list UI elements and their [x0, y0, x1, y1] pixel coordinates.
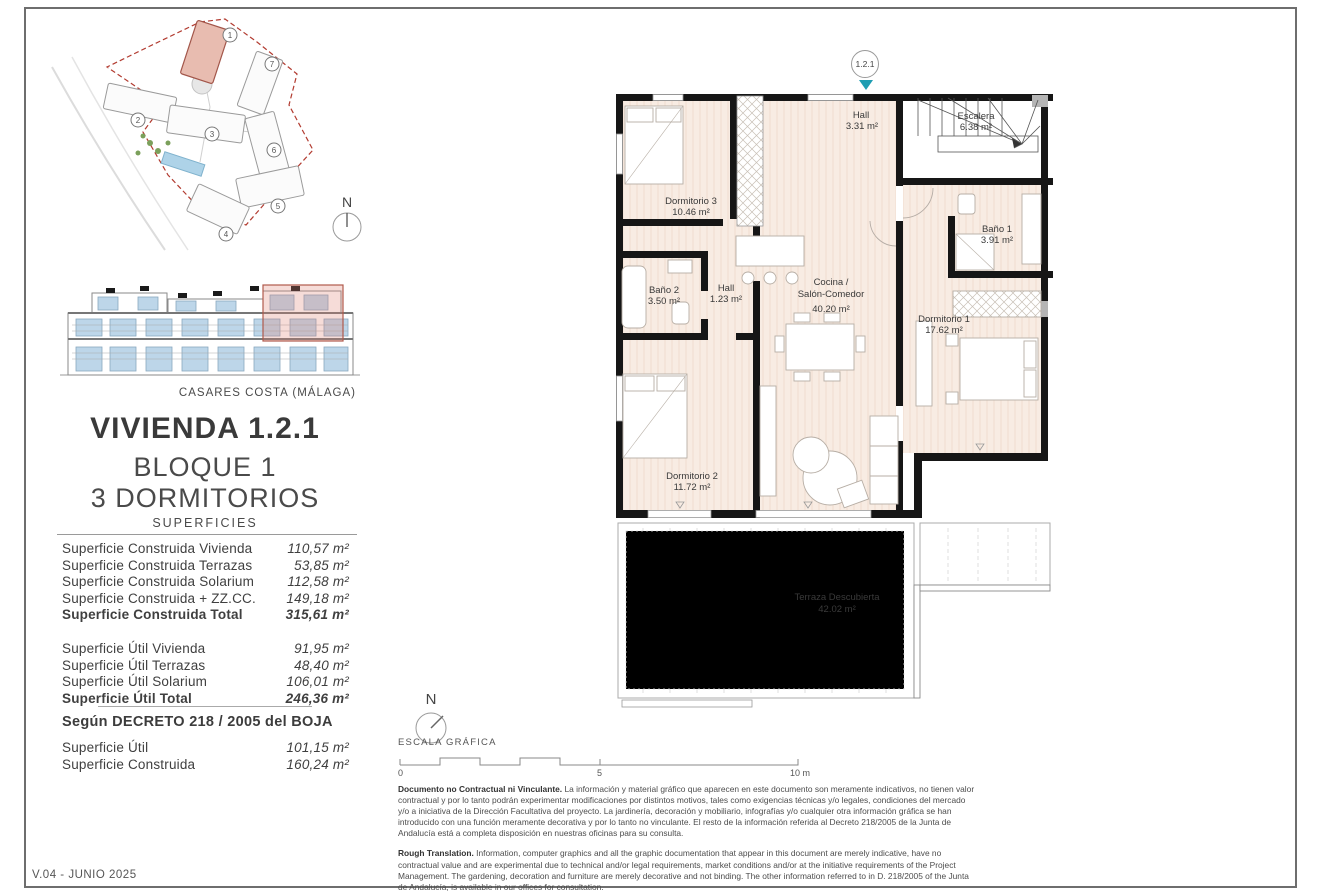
- terrace: [618, 523, 1050, 707]
- room-area: 3.50 m²: [647, 296, 681, 307]
- row-label: Superficie Construida: [62, 756, 196, 772]
- room-name: Dormitorio 1: [918, 314, 970, 325]
- decreto-table: [62, 740, 349, 773]
- table-row: [62, 757, 349, 774]
- table-total-row: [62, 691, 349, 708]
- badge-number: 4: [223, 230, 229, 239]
- row-label: Superficie Útil Vivienda: [62, 641, 206, 656]
- disclaimer-en-body: Information, computer graphics and all the graphic documentation that appear in this document are merely indicative, have no contractual value and are experimental due to technical and/or legal requirements, market conditions and/or at the initiative requirements of the Project Management. The gardening, decoration and furniture are merely decorative and not binding. The other information referred to in D. 218/2005 of the Junta de Andalucía, is available in our offices for consultation.: [398, 848, 969, 892]
- highlighted-unit-overlay: [263, 285, 343, 341]
- subtitle-dormitorios: 3 DORMITORIOS: [90, 483, 320, 513]
- table-row: [62, 674, 349, 691]
- row-value: 91,95 m²: [294, 641, 349, 656]
- north-label: N: [341, 194, 353, 210]
- row-value: 149,18 m²: [286, 590, 349, 606]
- scale-bar: [398, 751, 818, 779]
- row-label: Superficie Construida Vivienda: [62, 541, 253, 556]
- row-value: 112,58 m²: [287, 574, 349, 589]
- scale-tick: 5: [597, 768, 603, 778]
- pool: [161, 152, 205, 176]
- building-5: [236, 166, 305, 209]
- wardrobe-closet: [737, 96, 763, 226]
- row-value: 160,24 m²: [286, 756, 349, 772]
- room-area: 1.23 m²: [709, 294, 743, 305]
- room-name: Salón-Comedor: [797, 289, 865, 300]
- floor-plan: [608, 86, 1060, 720]
- row-label: Superficie Útil Terrazas: [62, 657, 206, 673]
- table-row: [62, 541, 349, 558]
- room-name: Terraza Descubierta: [794, 592, 880, 603]
- room-area: 10.46 m²: [672, 207, 710, 218]
- room-area: 17.62 m²: [925, 325, 963, 336]
- table-row: [62, 591, 349, 608]
- badge-number: 5: [275, 202, 281, 211]
- table-row: [62, 641, 349, 658]
- room-name: Hall: [852, 110, 870, 121]
- scale-tick: 10 m: [790, 768, 811, 778]
- heading-rule: [57, 534, 357, 535]
- badge-number: 1: [227, 31, 233, 40]
- surfaces-construida-table: [62, 541, 349, 624]
- section-divider: [98, 706, 312, 707]
- room-name: Cocina /: [813, 277, 849, 288]
- row-value: 106,01 m²: [286, 674, 349, 689]
- building-1-highlighted: [180, 20, 230, 84]
- north-needle-icon: [431, 716, 443, 728]
- room-area: 40.20 m²: [812, 304, 850, 315]
- room-name: Baño 2: [648, 285, 680, 296]
- row-value: 246,36 m²: [285, 690, 349, 706]
- scale-bar-line: [400, 758, 798, 765]
- unit-marker-label: 1.2.1: [855, 59, 875, 69]
- row-label: Superficie Construida + ZZ.CC.: [62, 590, 256, 606]
- row-label: Superficie Útil Total: [62, 690, 192, 706]
- badge-number: 6: [271, 146, 277, 155]
- scale-tick: 0: [398, 768, 404, 778]
- row-label: Superficie Construida Solarium: [62, 574, 255, 589]
- building-elevation: [48, 255, 373, 403]
- row-label: Superficie Construida Total: [62, 607, 243, 622]
- row-value: 110,57 m²: [287, 541, 349, 556]
- badge-number: 3: [209, 130, 215, 139]
- room-area: 42.02 m²: [818, 604, 856, 615]
- disclaimer-es-lead: Documento no Contractual ni Vinculante.: [398, 784, 563, 794]
- room-name: Hall: [717, 283, 735, 294]
- site-plan: [50, 12, 370, 252]
- row-value: 101,15 m²: [286, 740, 349, 755]
- room-name: Dormitorio 2: [666, 471, 718, 482]
- table-row: [62, 574, 349, 591]
- page-title: VIVIENDA 1.2.1: [90, 412, 320, 445]
- north-label: N: [425, 691, 437, 708]
- table-row: [62, 658, 349, 675]
- building-6: [245, 111, 290, 177]
- north-arrow-site: [333, 194, 361, 241]
- row-value: 315,61 m²: [285, 607, 349, 622]
- table-row: [62, 740, 349, 757]
- room-name: Dormitorio 3: [665, 196, 717, 207]
- planter: [622, 700, 752, 707]
- row-value: 48,40 m²: [294, 657, 349, 673]
- table-total-row: [62, 607, 349, 624]
- elevation-caption: CASARES COSTA (MÁLAGA): [178, 387, 356, 399]
- surfaces-util-table: [62, 641, 349, 707]
- disclaimer-es: [398, 784, 978, 839]
- disclaimer-en: [398, 848, 978, 892]
- subtitle-bloque: BLOQUE 1: [133, 452, 277, 482]
- decreto-heading: Según DECRETO 218 / 2005 del BOJA: [62, 714, 333, 730]
- row-value: 53,85 m²: [294, 557, 349, 573]
- row-label: Superficie Útil Solarium: [62, 674, 208, 689]
- badge-number: 7: [269, 60, 275, 69]
- room-area: 6.38 m²: [959, 122, 993, 133]
- room-name: Escalera: [957, 111, 995, 122]
- scale-label: ESCALA GRÁFICA: [398, 737, 497, 748]
- version-label: V.04 - JUNIO 2025: [32, 869, 137, 881]
- table-row: [62, 558, 349, 575]
- unit-marker-badge: [851, 50, 879, 78]
- row-label: Superficie Construida Terrazas: [62, 557, 253, 573]
- room-area: 3.91 m²: [980, 235, 1014, 246]
- disclaimer-block: [398, 784, 978, 895]
- disclaimer-en-lead: Rough Translation.: [398, 848, 474, 859]
- room-area: 11.72 m²: [673, 482, 711, 493]
- row-label: Superficie Útil: [62, 740, 149, 755]
- surfaces-heading: SUPERFICIES: [152, 516, 258, 530]
- room-area: 3.31 m²: [845, 121, 879, 132]
- badge-number: 2: [135, 116, 141, 125]
- room-name: Baño 1: [981, 224, 1013, 235]
- disclaimer-es-body: La información y material gráfico que aparecen en este documento son meramente indicativos, no tienen valor contractual y por lo tanto podrán experimentar modificaciones por distintos motivos, tales como exigencias técnicas y/o legales, condiciones del mercado y/o a iniciativa de la Dirección Facultativa del proyecto. La jardinería, decoración y mobiliario, infografías y/o cualquier otra información gráfica se han introducido con una función meramente decorativa y por lo tanto no vinculante. El resto de la información referida al Decreto 218/2005 de la Junta de Andalucía está a completa disposición en nuestras oficinas para su consulta.: [398, 784, 975, 839]
